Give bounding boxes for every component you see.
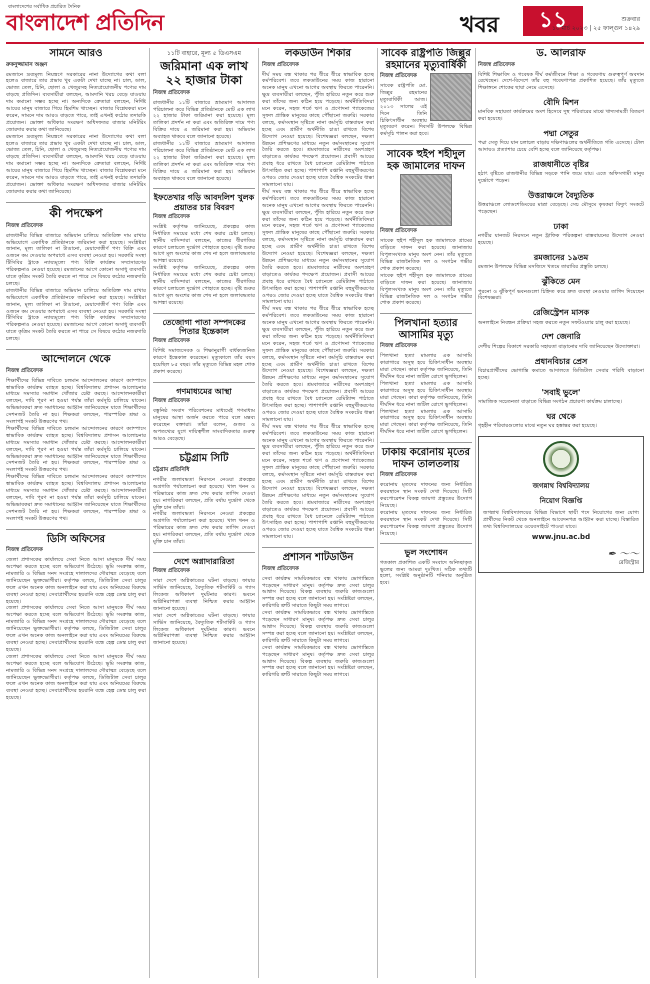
- story-body: বিচারপ্রার্থীদের ভোগান্তি কমাতে আদালতে ডিজিটাল সেবার পরিধি বাড়ানো হচ্ছে।: [478, 367, 644, 381]
- story-byline: নিজস্ব প্রতিবেদক: [6, 547, 43, 554]
- news-story[interactable]: [478, 308, 644, 326]
- ad-signatory: রেজিস্ট্রার: [618, 560, 639, 567]
- story-body: সাবেক হুইপ শহীদুল হক জামালকে গ্রামের বাড়িতে দাফন করা হয়েছে। জানাজায় বিপুলসংখ্যক মানুষ অংশ নেন। তাঁর মৃত্যুতে বিভিন্ন রাজনৈতিক দল ও সংগঠন গভীর শোক প্রকাশ করেছে।: [380, 238, 472, 272]
- story-body: দীর্ঘ সময় বন্ধ থাকার পর ধীরে ধীরে স্বাভাবিক হচ্ছে কর্মপরিবেশ। তবে লকডাউনের সময় কাজ হারানো অনেক মানুষ এখনো আগের অবস্থায় ফিরতে পারেননি। ক্ষুদ্র ব্যবসায়ীরা বলছেন, পুঁজি হারিয়ে নতুন করে শুরু করা তাঁদের জন্য কঠিন হয়ে পড়েছে। অর্থনীতিবিদরা মনে করেন, সহজ শর্তে ঋণ ও প্রণোদনা প্যাকেজের সুফল প্রান্তিক মানুষের কাছে পৌঁছানো জরুরি। সরকার বলছে, কর্মসংস্থান সৃষ্টিতে নানা কর্মসূচি বাস্তবায়ন করা হচ্ছে এবং গ্রামীণ অর্থনীতি চাঙা রাখতে বিশেষ উদ্যোগ নেওয়া হয়েছে। বিশেষজ্ঞরা বলছেন, দক্ষতা উন্নয়ন প্রশিক্ষণের মাধ্যমে নতুন কর্মসংস্থানের সুযোগ তৈরি করতে হবে। শ্রমবাজারে নারীদের অংশগ্রহণ বাড়াতেও কার্যকর পদক্ষেপ প্রয়োজন। প্রবাসী আয়ের প্রবাহ ধরে রাখতে বৈধ চ্যানেলে রেমিট্যান্স পাঠাতে উৎসাহিত করা হচ্ছে। পাশাপাশি রপ্তানি বহুমুখীকরণের ওপরও জোর দেওয়া হচ্ছে যাতে বৈশ্বিক সংকটের ধাক্কা সামলানো যায়।: [262, 71, 374, 188]
- story-byline: নিজস্ব প্রতিবেদক: [6, 367, 43, 374]
- story-separator: [380, 543, 472, 544]
- story-body: সারা দেশে অগ্নিকাণ্ডের ঘটনা বাড়ছে। ফায়ার সার্ভিস জানিয়েছে, বৈদ্যুতিক শর্টসার্কিট ও গ্যাস লিকেজ অধিকাংশ দুর্ঘটনার কারণ। ভবনে অগ্নিনিরাপত্তা ব্যবস্থা নিশ্চিত করার আহ্বান জানানো হয়েছে।: [153, 612, 255, 647]
- story-body: সারা দেশে অগ্নিকাণ্ডের ঘটনা বাড়ছে। ফায়ার সার্ভিস জানিয়েছে, বৈদ্যুতিক শর্টসার্কিট ও গ্যাস লিকেজ অধিকাংশ দুর্ঘটনার কারণ। ভবনে অগ্নিনিরাপত্তা ব্যবস্থা নিশ্চিত করার আহ্বান জানানো হয়েছে।: [153, 578, 255, 612]
- news-story[interactable]: [380, 447, 472, 537]
- story-body: নগরীর জলাবদ্ধতা নিরসনে নেওয়া প্রকল্পের অগ্রগতি পর্যালোচনা করা হয়েছে। খাল খনন ও পরিষ্কারের কাজ দ্রুত শেষ করার তাগিদ দেওয়া হয়। নাগরিকরা বলছেন, প্রতি বর্ষায় দুর্ভোগ থেকে মুক্তি চান তাঁরা।: [153, 511, 255, 546]
- logo-text: বাংলাদেশ প্রতিদিন: [6, 10, 164, 36]
- story-body: সংশ্লিষ্ট কর্তৃপক্ষ জানিয়েছে, প্রকল্পের কাজ নির্ধারিত সময়ের মধ্যে শেষ করার চেষ্টা চলছে। স্থানীয় বাসিন্দারা বলছেন, কাজের ধীরগতির কারণে চলাচলে দুর্ভোগ পোহাতে হচ্ছে। বৃষ্টি শুরুর আগে মূল অংশের কাজ শেষ না হলে জলাবদ্ধতার আশঙ্কা রয়েছে।: [153, 265, 255, 306]
- story-body: রাজধানীর ১১টি বাজারে ভ্রাম্যমাণ আদালত পরিচালনা করে বিভিন্ন প্রতিষ্ঠানকে মোট এক লাখ ২২ হাজার টাকা জরিমানা করা হয়েছে। মূল্য তালিকা প্রদর্শন না করা এবং অতিরিক্ত দামে পণ্য বিক্রির দায়ে এ জরিমানা করা হয়। অভিযান অব্যাহত থাকবে বলে জানানো হয়েছে।: [153, 99, 255, 141]
- story-byline: নিজস্ব প্রতিবেদক: [380, 73, 417, 79]
- story-headline[interactable]: পদ্মা সেতুর: [543, 128, 579, 139]
- story-body: শিক্ষার্থীদের বিভিন্ন দাবিতে চলমান আন্দোলনের কারণে ক্যাম্পাসে স্বাভাবিক কার্যক্রম ব্যাহত হচ্ছে। বিশ্ববিদ্যালয় প্রশাসন আলোচনার মাধ্যমে সমস্যার সমাধান খোঁজার চেষ্টা করছে। আন্দোলনকারীরা বলছেন, দাবি পূরণ না হওয়া পর্যন্ত তাঁরা কর্মসূচি চালিয়ে যাবেন। অভিভাবকরা দ্রুত সমাধানের আহ্বান জানিয়েছেন যাতে শিক্ষার্থীদের সেশনজট তৈরি না হয়। শিক্ষকরা বলছেন, পারস্পরিক শ্রদ্ধা ও সংলাপই সংকট উত্তরণের পথ।: [6, 377, 146, 426]
- news-story[interactable]: [478, 357, 644, 382]
- story-body: মানবিক সহায়তা কার্যক্রমের অংশ হিসেবে দুস্থ পরিবারের মাঝে খাদ্যসামগ্রী বিতরণ করা হয়েছে।: [478, 109, 644, 123]
- story-separator: [153, 313, 255, 314]
- masthead: [6, 4, 644, 42]
- news-story[interactable]: [153, 193, 255, 306]
- section-title: খবর: [460, 13, 499, 38]
- news-story[interactable]: [478, 160, 644, 185]
- story-byline: নিজস্ব প্রতিবেদক: [153, 89, 190, 96]
- story-body: রাজধানীর বিভিন্ন বাজারে অভিযান চালিয়ে অতিরিক্ত দাম রাখার অভিযোগে একাধিক প্রতিষ্ঠানকে জরিমানা করা হয়েছে। সংশ্লিষ্টরা জানান, মূল্য তালিকা না টাঙানো, মেয়াদোত্তীর্ণ পণ্য বিক্রি এবং ওজনে কম দেওয়ার অপরাধে এসব ব্যবস্থা নেওয়া হয়। সরকারি সংস্থা টিসিবির ট্রাকে ন্যায্যমূল্যে পণ্য বিক্রি কার্যক্রম সম্প্রসারণের পরিকল্পনাও নেওয়া হয়েছে। রমজানের আগে কোনো অসাধু ব্যবসায়ী যাতে কৃত্রিম সংকট তৈরি করতে না পারে সে বিষয়ে কঠোর নজরদারি চলছে।: [6, 232, 146, 287]
- news-story[interactable]: [153, 387, 255, 443]
- story-body: নগরীর জলাবদ্ধতা নিরসনে নেওয়া প্রকল্পের অগ্রগতি পর্যালোচনা করা হয়েছে। খাল খনন ও পরিষ্কারের কাজ দ্রুত শেষ করার তাগিদ দেওয়া হয়। নাগরিকরা বলছেন, প্রতি বর্ষায় দুর্ভোগ থেকে মুক্তি চান তাঁরা।: [153, 476, 255, 511]
- story-separator: [153, 552, 255, 553]
- story-byline: নিজস্ব প্রতিবেদক: [262, 61, 299, 68]
- portrait-photo: [400, 174, 452, 226]
- story-body: পিলখানা হত্যা মামলার এক আসামি কারাগারে অসুস্থ হয়ে চিকিৎসাধীন অবস্থায় মারা গেছেন। কারা কর্তৃপক্ষ জানিয়েছে, তিনি দীর্ঘদিন ধরে নানা জটিল রোগে ভুগছিলেন।: [380, 353, 472, 381]
- day-name: শুক্রবার: [621, 16, 640, 23]
- story-headline[interactable]: দেশ জেনারি: [541, 331, 581, 342]
- story-byline: রুকনুজ্জামান অঞ্জন: [6, 61, 48, 68]
- date-line: ১০ মার্চ ২০২৩ | ২৫ ফাল্গুন ১৪২৯: [551, 25, 640, 32]
- story-body: শিক্ষার্থীদের বিভিন্ন দাবিতে চলমান আন্দোলনের কারণে ক্যাম্পাসে স্বাভাবিক কার্যক্রম ব্যাহত হচ্ছে। বিশ্ববিদ্যালয় প্রশাসন আলোচনার মাধ্যমে সমস্যার সমাধান খোঁজার চেষ্টা করছে। আন্দোলনকারীরা বলছেন, দাবি পূরণ না হওয়া পর্যন্ত তাঁরা কর্মসূচি চালিয়ে যাবেন। অভিভাবকরা দ্রুত সমাধানের আহ্বান জানিয়েছেন যাতে শিক্ষার্থীদের সেশনজট তৈরি না হয়। শিক্ষকরা বলছেন, পারস্পরিক শ্রদ্ধা ও সংলাপই সংকট উত্তরণের পথ।: [6, 474, 146, 522]
- story-body: অনলাইনে নিবন্ধন প্রক্রিয়া সহজ করতে নতুন সফটওয়্যার চালু করা হয়েছে।: [478, 319, 630, 326]
- news-story[interactable]: [262, 48, 374, 541]
- story-body: পিলখানা হত্যা মামলার এক আসামি কারাগারে অসুস্থ হয়ে চিকিৎসাধীন অবস্থায় মারা গেছেন। কারা কর্তৃপক্ষ জানিয়েছে, তিনি দীর্ঘদিন ধরে নানা জটিল রোগে ভুগছিলেন।: [380, 380, 472, 408]
- story-body: সেবা কার্যক্রম সাময়িকভাবে বন্ধ থাকায় ভোগান্তিতে পড়েছেন সাধারণ মানুষ। কর্তৃপক্ষ দ্রুত সেবা চালুর আশ্বাস দিয়েছে। বিকল্প ব্যবস্থায় জরুরি কাজগুলো সম্পন্ন করা হচ্ছে বলে জানানো হয়। সংশ্লিষ্টরা বলছেন, কারিগরি ত্রুটি সারাতে কিছুটা সময় লাগবে।: [262, 610, 374, 644]
- story-separator: [153, 382, 255, 383]
- story-headline[interactable]: আন্দোলনে থেকে: [41, 354, 111, 366]
- story-body: বিশিষ্ট শিক্ষাবিদ ও গবেষক দীর্ঘ কর্মজীবনে শিক্ষা ও গবেষণায় গুরুত্বপূর্ণ অবদান রেখেছেন। দেশে-বিদেশে তাঁর বহু গবেষণাপত্র প্রকাশিত হয়েছে। তাঁর মৃত্যুতে শিক্ষাঙ্গনে শোকের ছায়া নেমে এসেছে।: [478, 71, 644, 92]
- page-number-badge: ১১: [523, 6, 583, 36]
- ad-organization: জগন্নাথ বিশ্ববিদ্যালয়: [532, 481, 590, 490]
- news-story[interactable]: [478, 48, 644, 92]
- story-byline: নিজস্ব প্রতিবেদক: [153, 338, 190, 345]
- story-headline[interactable]: ইফতেখার গড়ি আবদলিশ খুলক প্রয়াতর চার বিবরণ: [153, 192, 255, 212]
- news-story[interactable]: [478, 277, 644, 302]
- story-body: করোনায় মৃতদের দাফনের জন্য নির্ধারিত কবরস্থানে স্থান সংকট দেখা দিয়েছে। সিটি করপোরেশন বিকল্প জায়গা প্রস্তুতের উদ্যোগ নিয়েছে।: [380, 482, 472, 509]
- news-story[interactable]: [153, 48, 255, 182]
- news-story[interactable]: [6, 354, 146, 523]
- story-separator: [6, 349, 146, 350]
- news-story[interactable]: [6, 48, 146, 196]
- story-headline[interactable]: প্রধানবিচার প্রেস: [534, 355, 588, 366]
- recruitment-advertisement[interactable]: [478, 436, 644, 574]
- news-story[interactable]: [153, 453, 255, 546]
- column-divider: [258, 48, 259, 978]
- story-body: পদ্মা সেতু দিয়ে যান চলাচল বাড়ায় দক্ষিণাঞ্চলের অর্থনীতিতে গতি এসেছে। টোল আদায়ও প্রত্যাশার চেয়ে বেশি হচ্ছে বলে জানিয়েছে কর্তৃপক্ষ।: [478, 140, 644, 154]
- story-body: গৃহহীন পরিবারগুলোর মাঝে নতুন ঘর হস্তান্তর করা হয়েছে।: [478, 422, 597, 429]
- news-story[interactable]: [478, 412, 644, 430]
- story-shoulder: ১১টি বাহারে, মূল্য ৫ ডিএসএম: [167, 50, 241, 57]
- story-headline[interactable]: দেশে অগ্নাদারারিতা: [173, 556, 235, 566]
- column-4: [380, 48, 472, 978]
- story-headline[interactable]: লকডাউন শিকার: [284, 48, 352, 59]
- story-byline: নিজস্ব প্রতিবেদক: [380, 472, 417, 479]
- signature-mark: ✒ ～～: [607, 549, 639, 561]
- story-headline[interactable]: সাবেক হুইপ শহীদুল হক জামালের দাফন: [386, 149, 466, 172]
- story-headline[interactable]: রাজধানীতে বৃষ্টির: [533, 159, 589, 170]
- story-headline[interactable]: জরিমানা এক লাখ ২২ হাজার টাকা: [160, 59, 248, 87]
- story-headline[interactable]: ঢাকা: [553, 221, 569, 232]
- story-separator: [6, 529, 146, 530]
- news-story[interactable]: [153, 557, 255, 647]
- story-separator: [262, 547, 374, 548]
- portrait-photo: [430, 73, 472, 121]
- story-body: জেলা প্রশাসকের কার্যালয়ে সেবা নিতে আসা মানুষকে দীর্ঘ সময় অপেক্ষা করতে হচ্ছে বলে অভিযোগ উঠেছে। ভূমি সংক্রান্ত কাজ, নামজারি ও বিভিন্ন সনদ সংগ্রহে দালালদের দৌরাত্ম্য বেড়েছে বলে জানিয়েছেন ভুক্তভোগীরা। কর্তৃপক্ষ বলছে, ডিজিটাল সেবা চালুর ফলে এখন অনেক কাজ অনলাইনে করা যায় এবং অনিয়মের বিরুদ্ধে ব্যবস্থা নেওয়া হচ্ছে। সেবাপ্রার্থীদের হয়রানি বন্ধে হেল্প ডেস্ক চালু করা হয়েছে।: [6, 653, 146, 702]
- logo-tagline: বাংলাদেশের সর্বাধিক প্রচারিত দৈনিক: [8, 4, 81, 10]
- ad-body: জগন্নাথ বিশ্ববিদ্যালয়ের বিভিন্ন বিভাগে স্থায়ী পদে নিয়োগের জন্য যোগ্য প্রার্থীদের নিকট থেকে অনলাইনে আবেদনপত্র আহ্বান করা যাচ্ছে। বিস্তারিত তথ্য বিশ্ববিদ্যালয়ের ওয়েবসাইটে পাওয়া যাবে।: [483, 509, 639, 530]
- story-headline[interactable]: 'সবাই ভুলে': [541, 386, 581, 397]
- story-headline[interactable]: রমজানের ১৯তম: [533, 252, 589, 263]
- story-headline[interactable]: ঘর থেকে: [546, 410, 576, 421]
- story-byline: নিজস্ব প্রতিবেদক: [262, 565, 299, 572]
- story-body: হঠাৎ বৃষ্টিতে রাজধানীর বিভিন্ন সড়কে পানি জমে যায়। এতে অফিসগামী মানুষ দুর্ভোগে পড়েন।: [478, 171, 644, 185]
- column-2: [153, 48, 255, 978]
- story-separator: [6, 202, 146, 203]
- news-story[interactable]: [380, 548, 472, 587]
- story-body: রমজান উপলক্ষে বিভিন্ন মসজিদে খতমে তারাবির প্রস্তুতি চলছে।: [478, 264, 609, 271]
- news-story[interactable]: [6, 534, 146, 703]
- story-body: সাবেক হুইপ শহীদুল হক জামালকে গ্রামের বাড়িতে দাফন করা হয়েছে। জানাজায় বিপুলসংখ্যক মানুষ অংশ নেন। তাঁর মৃত্যুতে বিভিন্ন রাজনৈতিক দল ও সংগঠন গভীর শোক প্রকাশ করেছে।: [380, 272, 472, 307]
- story-body: উত্তরাঞ্চলে লোডশেডিংয়ের মাত্রা বেড়েছে। সেচ মৌসুমে কৃষকরা বিদ্যুৎ সংকটে পড়েছেন।: [478, 202, 644, 216]
- story-headline[interactable]: উত্তরাঞ্চলে বৈদ্যুতিক: [528, 190, 594, 201]
- story-separator: [380, 313, 472, 314]
- story-separator: [153, 448, 255, 449]
- column-1: [6, 48, 146, 978]
- story-body: পুরনো ও ঝুঁকিপূর্ণ ভবনগুলো চিহ্নিত করে দ্রুত ব্যবস্থা নেওয়ার তাগিদ দিয়েছেন বিশেষজ্ঞরা।: [478, 288, 644, 302]
- ad-website-link[interactable]: www.jnu.ac.bd: [531, 533, 591, 542]
- column-divider: [149, 48, 150, 978]
- news-story[interactable]: [478, 129, 644, 154]
- news-story[interactable]: [262, 552, 374, 679]
- story-body: গতকাল প্রকাশিত একটি সংবাদে অনিচ্ছাকৃত ভুলের জন্য আমরা দুঃখিত। সঠিক তথ্যটি হলো, সংশ্লিষ্ট অনুষ্ঠানটি শনিবার অনুষ্ঠিত হবে।: [380, 559, 472, 587]
- story-headline[interactable]: কী পদক্ষেপ: [49, 205, 103, 220]
- story-body: সেবা কার্যক্রম সাময়িকভাবে বন্ধ থাকায় ভোগান্তিতে পড়েছেন সাধারণ মানুষ। কর্তৃপক্ষ দ্রুত সেবা চালুর আশ্বাস দিয়েছে। বিকল্প ব্যবস্থায় জরুরি কাজগুলো সম্পন্ন করা হচ্ছে বলে জানানো হয়। সংশ্লিষ্টরা বলছেন, কারিগরি ত্রুটি সারাতে কিছুটা সময় লাগবে।: [262, 644, 374, 679]
- story-byline: নিজস্ব প্রতিবেদক: [153, 568, 190, 575]
- news-story[interactable]: [478, 388, 644, 406]
- story-headline[interactable]: ভুল সংশোধন: [404, 547, 448, 558]
- column-divider: [377, 48, 378, 978]
- story-body: শিক্ষার্থীদের বিভিন্ন দাবিতে চলমান আন্দোলনের কারণে ক্যাম্পাসে স্বাভাবিক কার্যক্রম ব্যাহত হচ্ছে। বিশ্ববিদ্যালয় প্রশাসন আলোচনার মাধ্যমে সমস্যার সমাধান খোঁজার চেষ্টা করছে। আন্দোলনকারীরা বলছেন, দাবি পূরণ না হওয়া পর্যন্ত তাঁরা কর্মসূচি চালিয়ে যাবেন। অভিভাবকরা দ্রুত সমাধানের আহ্বান জানিয়েছেন যাতে শিক্ষার্থীদের সেশনজট তৈরি না হয়। শিক্ষকরা বলছেন, পারস্পরিক শ্রদ্ধা ও সংলাপই সংকট উত্তরণের পথ।: [6, 425, 146, 474]
- story-body: জেলা প্রশাসকের কার্যালয়ে সেবা নিতে আসা মানুষকে দীর্ঘ সময় অপেক্ষা করতে হচ্ছে বলে অভিযোগ উঠেছে। ভূমি সংক্রান্ত কাজ, নামজারি ও বিভিন্ন সনদ সংগ্রহে দালালদের দৌরাত্ম্য বেড়েছে বলে জানিয়েছেন ভুক্তভোগীরা। কর্তৃপক্ষ বলছে, ডিজিটাল সেবা চালুর ফলে এখন অনেক কাজ অনলাইনে করা যায় এবং অনিয়মের বিরুদ্ধে ব্যবস্থা নেওয়া হচ্ছে। সেবাপ্রার্থীদের হয়রানি বন্ধে হেল্প ডেস্ক চালু করা হয়েছে।: [6, 557, 146, 605]
- story-body: রমজানে দ্রব্যমূল্য নিয়ন্ত্রণে সরকারের নানা উদ্যোগের কথা বলা হলেও বাজারে তার প্রভাব খুব একটা দেখা যাচ্ছে না। চাল, ডাল, ভোজ্য তেল, চিনি, ছোলা ও খেজুরসহ নিত্যপ্রয়োজনীয় পণ্যের দাম বাড়ছে প্রতিদিন। ব্যবসায়ীরা বলছেন, আমদানি খরচ বেড়ে যাওয়ায় দাম কমানো সম্ভব হচ্ছে না। অন্যদিকে ক্রেতারা বলছেন, নির্দিষ্ট আয়ের মানুষ বাজারে গিয়ে হিমশিম খাচ্ছেন। বাজার বিশ্লেষকরা মনে করেন, সামনে দাম আরও বাড়তে পারে, তাই এখনই কঠোর তদারকি প্রয়োজন। ভোক্তা অধিকার সংরক্ষণ অধিদফতর বাজার মনিটরিং জোরদার করার কথা জানিয়েছে।: [6, 71, 146, 133]
- story-body: দীর্ঘ সময় বন্ধ থাকার পর ধীরে ধীরে স্বাভাবিক হচ্ছে কর্মপরিবেশ। তবে লকডাউনের সময় কাজ হারানো অনেক মানুষ এখনো আগের অবস্থায় ফিরতে পারেননি। ক্ষুদ্র ব্যবসায়ীরা বলছেন, পুঁজি হারিয়ে নতুন করে শুরু করা তাঁদের জন্য কঠিন হয়ে পড়েছে। অর্থনীতিবিদরা মনে করেন, সহজ শর্তে ঋণ ও প্রণোদনা প্যাকেজের সুফল প্রান্তিক মানুষের কাছে পৌঁছানো জরুরি। সরকার বলছে, কর্মসংস্থান সৃষ্টিতে নানা কর্মসূচি বাস্তবায়ন করা হচ্ছে এবং গ্রামীণ অর্থনীতি চাঙা রাখতে বিশেষ উদ্যোগ নেওয়া হয়েছে। বিশেষজ্ঞরা বলছেন, দক্ষতা উন্নয়ন প্রশিক্ষণের মাধ্যমে নতুন কর্মসংস্থানের সুযোগ তৈরি করতে হবে। শ্রমবাজারে নারীদের অংশগ্রহণ বাড়াতেও কার্যকর পদক্ষেপ প্রয়োজন। প্রবাসী আয়ের প্রবাহ ধরে রাখতে বৈধ চ্যানেলে রেমিট্যান্স পাঠাতে উৎসাহিত করা হচ্ছে। পাশাপাশি রপ্তানি বহুমুখীকরণের ওপরও জোর দেওয়া হচ্ছে যাতে বৈশ্বিক সংকটের ধাক্কা সামলানো যায়।: [262, 423, 374, 541]
- story-headline[interactable]: বৌদি মিশন: [543, 97, 579, 108]
- story-headline[interactable]: ঝুঁকিতে মেন: [541, 276, 581, 287]
- news-story[interactable]: [380, 318, 472, 436]
- story-body: সাবেক রাষ্ট্রপতি মো. জিল্লুর রহমানের মৃত্যুবার্ষিকী আজ। ২০১৩ সালের এই দিনে তিনি চিকিৎসাধীন অবস্থায় মৃত্যুবরণ করেন। দিবসটি উপলক্ষে বিভিন্ন কর্মসূচি পালন করা হবে।: [380, 83, 472, 138]
- story-separator: [380, 442, 472, 443]
- news-story[interactable]: [380, 149, 472, 307]
- story-body: রাজধানীর ১১টি বাজারে ভ্রাম্যমাণ আদালত পরিচালনা করে বিভিন্ন প্রতিষ্ঠানকে মোট এক লাখ ২২ হাজার টাকা জরিমানা করা হয়েছে। মূল্য তালিকা প্রদর্শন না করা এবং অতিরিক্ত দামে পণ্য বিক্রির দায়ে এ জরিমানা করা হয়। অভিযান অব্যাহত থাকবে বলে জানানো হয়েছে।: [153, 141, 255, 182]
- story-body: সামাজিক সচেতনতা বাড়াতে বিভিন্ন সংগঠন প্রচারণা কার্যক্রম চালাচ্ছে।: [478, 398, 623, 405]
- story-byline: চট্টগ্রাম প্রতিনিধি: [153, 466, 190, 473]
- story-byline: নিজস্ব প্রতিবেদক: [153, 397, 190, 404]
- column-3: [262, 48, 374, 978]
- story-headline[interactable]: ডিসি অফিসের: [46, 533, 106, 545]
- news-story[interactable]: [153, 318, 255, 376]
- story-headline[interactable]: গণমাধ্যমের আস্থা: [176, 385, 232, 396]
- story-headline[interactable]: সাবেক রাষ্ট্রপতি জিল্লুর রহমানের মৃত্যুবার্ষিকী: [381, 48, 471, 71]
- story-headline[interactable]: রেজিস্ট্রেশন মাসক: [532, 307, 590, 318]
- story-body: দীর্ঘ সময় বন্ধ থাকার পর ধীরে ধীরে স্বাভাবিক হচ্ছে কর্মপরিবেশ। তবে লকডাউনের সময় কাজ হারানো অনেক মানুষ এখনো আগের অবস্থায় ফিরতে পারেননি। ক্ষুদ্র ব্যবসায়ীরা বলছেন, পুঁজি হারিয়ে নতুন করে শুরু করা তাঁদের জন্য কঠিন হয়ে পড়েছে। অর্থনীতিবিদরা মনে করেন, সহজ শর্তে ঋণ ও প্রণোদনা প্যাকেজের সুফল প্রান্তিক মানুষের কাছে পৌঁছানো জরুরি। সরকার বলছে, কর্মসংস্থান সৃষ্টিতে নানা কর্মসূচি বাস্তবায়ন করা হচ্ছে এবং গ্রামীণ অর্থনীতি চাঙা রাখতে বিশেষ উদ্যোগ নেওয়া হয়েছে। বিশেষজ্ঞরা বলছেন, দক্ষতা উন্নয়ন প্রশিক্ষণের মাধ্যমে নতুন কর্মসংস্থানের সুযোগ তৈরি করতে হবে। শ্রমবাজারে নারীদের অংশগ্রহণ বাড়াতেও কার্যকর পদক্ষেপ প্রয়োজন। প্রবাসী আয়ের প্রবাহ ধরে রাখতে বৈধ চ্যানেলে রেমিট্যান্স পাঠাতে উৎসাহিত করা হচ্ছে। পাশাপাশি রপ্তানি বহুমুখীকরণের ওপরও জোর দেওয়া হচ্ছে যাতে বৈশ্বিক সংকটের ধাক্কা সামলানো যায়।: [262, 306, 374, 423]
- story-byline: নিজস্ব প্রতিবেদক: [153, 213, 190, 220]
- news-story[interactable]: [6, 207, 146, 343]
- column-5: [478, 48, 644, 978]
- story-body: রমজানে দ্রব্যমূল্য নিয়ন্ত্রণে সরকারের নানা উদ্যোগের কথা বলা হলেও বাজারে তার প্রভাব খুব একটা দেখা যাচ্ছে না। চাল, ডাল, ভোজ্য তেল, চিনি, ছোলা ও খেজুরসহ নিত্যপ্রয়োজনীয় পণ্যের দাম বাড়ছে প্রতিদিন। ব্যবসায়ীরা বলছেন, আমদানি খরচ বেড়ে যাওয়ায় দাম কমানো সম্ভব হচ্ছে না। অন্যদিকে ক্রেতারা বলছেন, নির্দিষ্ট আয়ের মানুষ বাজারে গিয়ে হিমশিম খাচ্ছেন। বাজার বিশ্লেষকরা মনে করেন, সামনে দাম আরও বাড়তে পারে, তাই এখনই কঠোর তদারকি প্রয়োজন। ভোক্তা অধিকার সংরক্ষণ অধিদফতর বাজার মনিটরিং জোরদার করার কথা জানিয়েছে।: [6, 133, 146, 195]
- story-headline[interactable]: ড. আলরাফ: [536, 48, 586, 59]
- news-story[interactable]: [478, 222, 644, 247]
- story-byline: নিজস্ব প্রতিবেদক: [6, 222, 43, 229]
- ad-title: নিয়োগ বিজ্ঞপ্তি: [539, 496, 583, 505]
- story-body: দীর্ঘ সময় বন্ধ থাকার পর ধীরে ধীরে স্বাভাবিক হচ্ছে কর্মপরিবেশ। তবে লকডাউনের সময় কাজ হারানো অনেক মানুষ এখনো আগের অবস্থায় ফিরতে পারেননি। ক্ষুদ্র ব্যবসায়ীরা বলছেন, পুঁজি হারিয়ে নতুন করে শুরু করা তাঁদের জন্য কঠিন হয়ে পড়েছে। অর্থনীতিবিদরা মনে করেন, সহজ শর্তে ঋণ ও প্রণোদনা প্যাকেজের সুফল প্রান্তিক মানুষের কাছে পৌঁছানো জরুরি। সরকার বলছে, কর্মসংস্থান সৃষ্টিতে নানা কর্মসূচি বাস্তবায়ন করা হচ্ছে এবং গ্রামীণ অর্থনীতি চাঙা রাখতে বিশেষ উদ্যোগ নেওয়া হয়েছে। বিশেষজ্ঞরা বলছেন, দক্ষতা উন্নয়ন প্রশিক্ষণের মাধ্যমে নতুন কর্মসংস্থানের সুযোগ তৈরি করতে হবে। শ্রমবাজারে নারীদের অংশগ্রহণ বাড়াতেও কার্যকর পদক্ষেপ প্রয়োজন। প্রবাসী আয়ের প্রবাহ ধরে রাখতে বৈধ চ্যানেলে রেমিট্যান্স পাঠাতে উৎসাহিত করা হচ্ছে। পাশাপাশি রপ্তানি বহুমুখীকরণের ওপরও জোর দেওয়া হচ্ছে যাতে বৈশ্বিক সংকটের ধাক্কা সামলানো যায়।: [262, 188, 374, 306]
- story-body: বিশিষ্ট সমাজসেবক ও শিক্ষানুরাগী বার্ধক্যজনিত কারণে ইন্তেকাল করেছেন। মৃত্যুকালে তাঁর বয়স হয়েছিল ৮৫ বছর। তাঁর মৃত্যুতে বিভিন্ন মহল শোক প্রকাশ করেছে।: [153, 348, 255, 375]
- story-body: দেশীয় শিল্পের বিকাশে সরকারি সহায়তা বাড়ানোর দাবি জানিয়েছেন উদ্যোক্তারা।: [478, 343, 640, 350]
- story-body: জেলা প্রশাসকের কার্যালয়ে সেবা নিতে আসা মানুষকে দীর্ঘ সময় অপেক্ষা করতে হচ্ছে বলে অভিযোগ উঠেছে। ভূমি সংক্রান্ত কাজ, নামজারি ও বিভিন্ন সনদ সংগ্রহে দালালদের দৌরাত্ম্য বেড়েছে বলে জানিয়েছেন ভুক্তভোগীরা। কর্তৃপক্ষ বলছে, ডিজিটাল সেবা চালুর ফলে এখন অনেক কাজ অনলাইনে করা যায় এবং অনিয়মের বিরুদ্ধে ব্যবস্থা নেওয়া হচ্ছে। সেবাপ্রার্থীদের হয়রানি বন্ধে হেল্প ডেস্ক চালু করা হয়েছে।: [6, 605, 146, 653]
- column-divider: [475, 48, 476, 978]
- story-separator: [153, 188, 255, 189]
- story-byline: নিজস্ব প্রতিবেদক: [380, 228, 417, 235]
- story-body: করোনায় মৃতদের দাফনের জন্য নির্ধারিত কবরস্থানে স্থান সংকট দেখা দিয়েছে। সিটি করপোরেশন বিকল্প জায়গা প্রস্তুতের উদ্যোগ নিয়েছে।: [380, 509, 472, 537]
- university-seal-icon: [543, 441, 579, 477]
- news-story[interactable]: [478, 98, 644, 123]
- story-body: রাজধানীর বিভিন্ন বাজারে অভিযান চালিয়ে অতিরিক্ত দাম রাখার অভিযোগে একাধিক প্রতিষ্ঠানকে জরিমানা করা হয়েছে। সংশ্লিষ্টরা জানান, মূল্য তালিকা না টাঙানো, মেয়াদোত্তীর্ণ পণ্য বিক্রি এবং ওজনে কম দেওয়ার অপরাধে এসব ব্যবস্থা নেওয়া হয়। সরকারি সংস্থা টিসিবির ট্রাকে ন্যায্যমূল্যে পণ্য বিক্রি কার্যক্রম সম্প্রসারণের পরিকল্পনাও নেওয়া হয়েছে। রমজানের আগে কোনো অসাধু ব্যবসায়ী যাতে কৃত্রিম সংকট তৈরি করতে না পারে সে বিষয়ে কঠোর নজরদারি চলছে।: [6, 287, 146, 343]
- story-headline[interactable]: সামনে আরও: [49, 48, 103, 59]
- news-story[interactable]: [478, 253, 644, 271]
- story-body: নগরীর যানজট নিরসনে নতুন ট্রাফিক পরিকল্পনা বাস্তবায়নের উদ্যোগ নেওয়া হয়েছে।: [478, 233, 644, 247]
- masthead-rule: [6, 42, 644, 44]
- news-story[interactable]: [478, 191, 644, 216]
- news-story[interactable]: [380, 48, 472, 138]
- story-separator: [380, 144, 472, 145]
- newspaper-logo[interactable]: [6, 6, 164, 43]
- story-headline[interactable]: পিলখানা হত্যার আসামির মৃত্যু: [394, 318, 458, 341]
- story-headline[interactable]: ঢাকায় করোনায় মৃতের দাফন তালতলায়: [381, 447, 471, 470]
- story-headline[interactable]: প্রশাসন শাটডাউন: [282, 552, 354, 564]
- story-body: সেবা কার্যক্রম সাময়িকভাবে বন্ধ থাকায় ভোগান্তিতে পড়েছেন সাধারণ মানুষ। কর্তৃপক্ষ দ্রুত সেবা চালুর আশ্বাস দিয়েছে। বিকল্প ব্যবস্থায় জরুরি কাজগুলো সম্পন্ন করা হচ্ছে বলে জানানো হয়। সংশ্লিষ্টরা বলছেন, কারিগরি ত্রুটি সারাতে কিছুটা সময় লাগবে।: [262, 575, 374, 610]
- story-headline[interactable]: তেজোগা পাতা সম্পদকের পিতার ইন্তেকাল: [162, 316, 246, 336]
- story-byline: নিজস্ব প্রতিবেদক: [478, 61, 515, 68]
- story-body: বস্তুনিষ্ঠ সংবাদ পরিবেশনের মাধ্যমেই গণমাধ্যম মানুষের আস্থা অর্জন করতে পারে বলে মন্তব্য করেছেন বক্তারা। তাঁরা বলেন, গুজব ও অপতথ্যের যুগে দায়িত্বশীল সাংবাদিকতার গুরুত্ব আরও বেড়েছে।: [153, 407, 255, 442]
- story-headline[interactable]: চট্টগ্রাম সিটি: [179, 453, 229, 465]
- story-body: সংশ্লিষ্ট কর্তৃপক্ষ জানিয়েছে, প্রকল্পের কাজ নির্ধারিত সময়ের মধ্যে শেষ করার চেষ্টা চলছে। স্থানীয় বাসিন্দারা বলছেন, কাজের ধীরগতির কারণে চলাচলে দুর্ভোগ পোহাতে হচ্ছে। বৃষ্টি শুরুর আগে মূল অংশের কাজ শেষ না হলে জলাবদ্ধতার আশঙ্কা রয়েছে।: [153, 223, 255, 265]
- story-body: পিলখানা হত্যা মামলার এক আসামি কারাগারে অসুস্থ হয়ে চিকিৎসাধীন অবস্থায় মারা গেছেন। কারা কর্তৃপক্ষ জানিয়েছে, তিনি দীর্ঘদিন ধরে নানা জটিল রোগে ভুগছিলেন।: [380, 408, 472, 436]
- story-byline: নিজস্ব প্রতিবেদক: [380, 343, 417, 350]
- news-story[interactable]: [478, 332, 644, 350]
